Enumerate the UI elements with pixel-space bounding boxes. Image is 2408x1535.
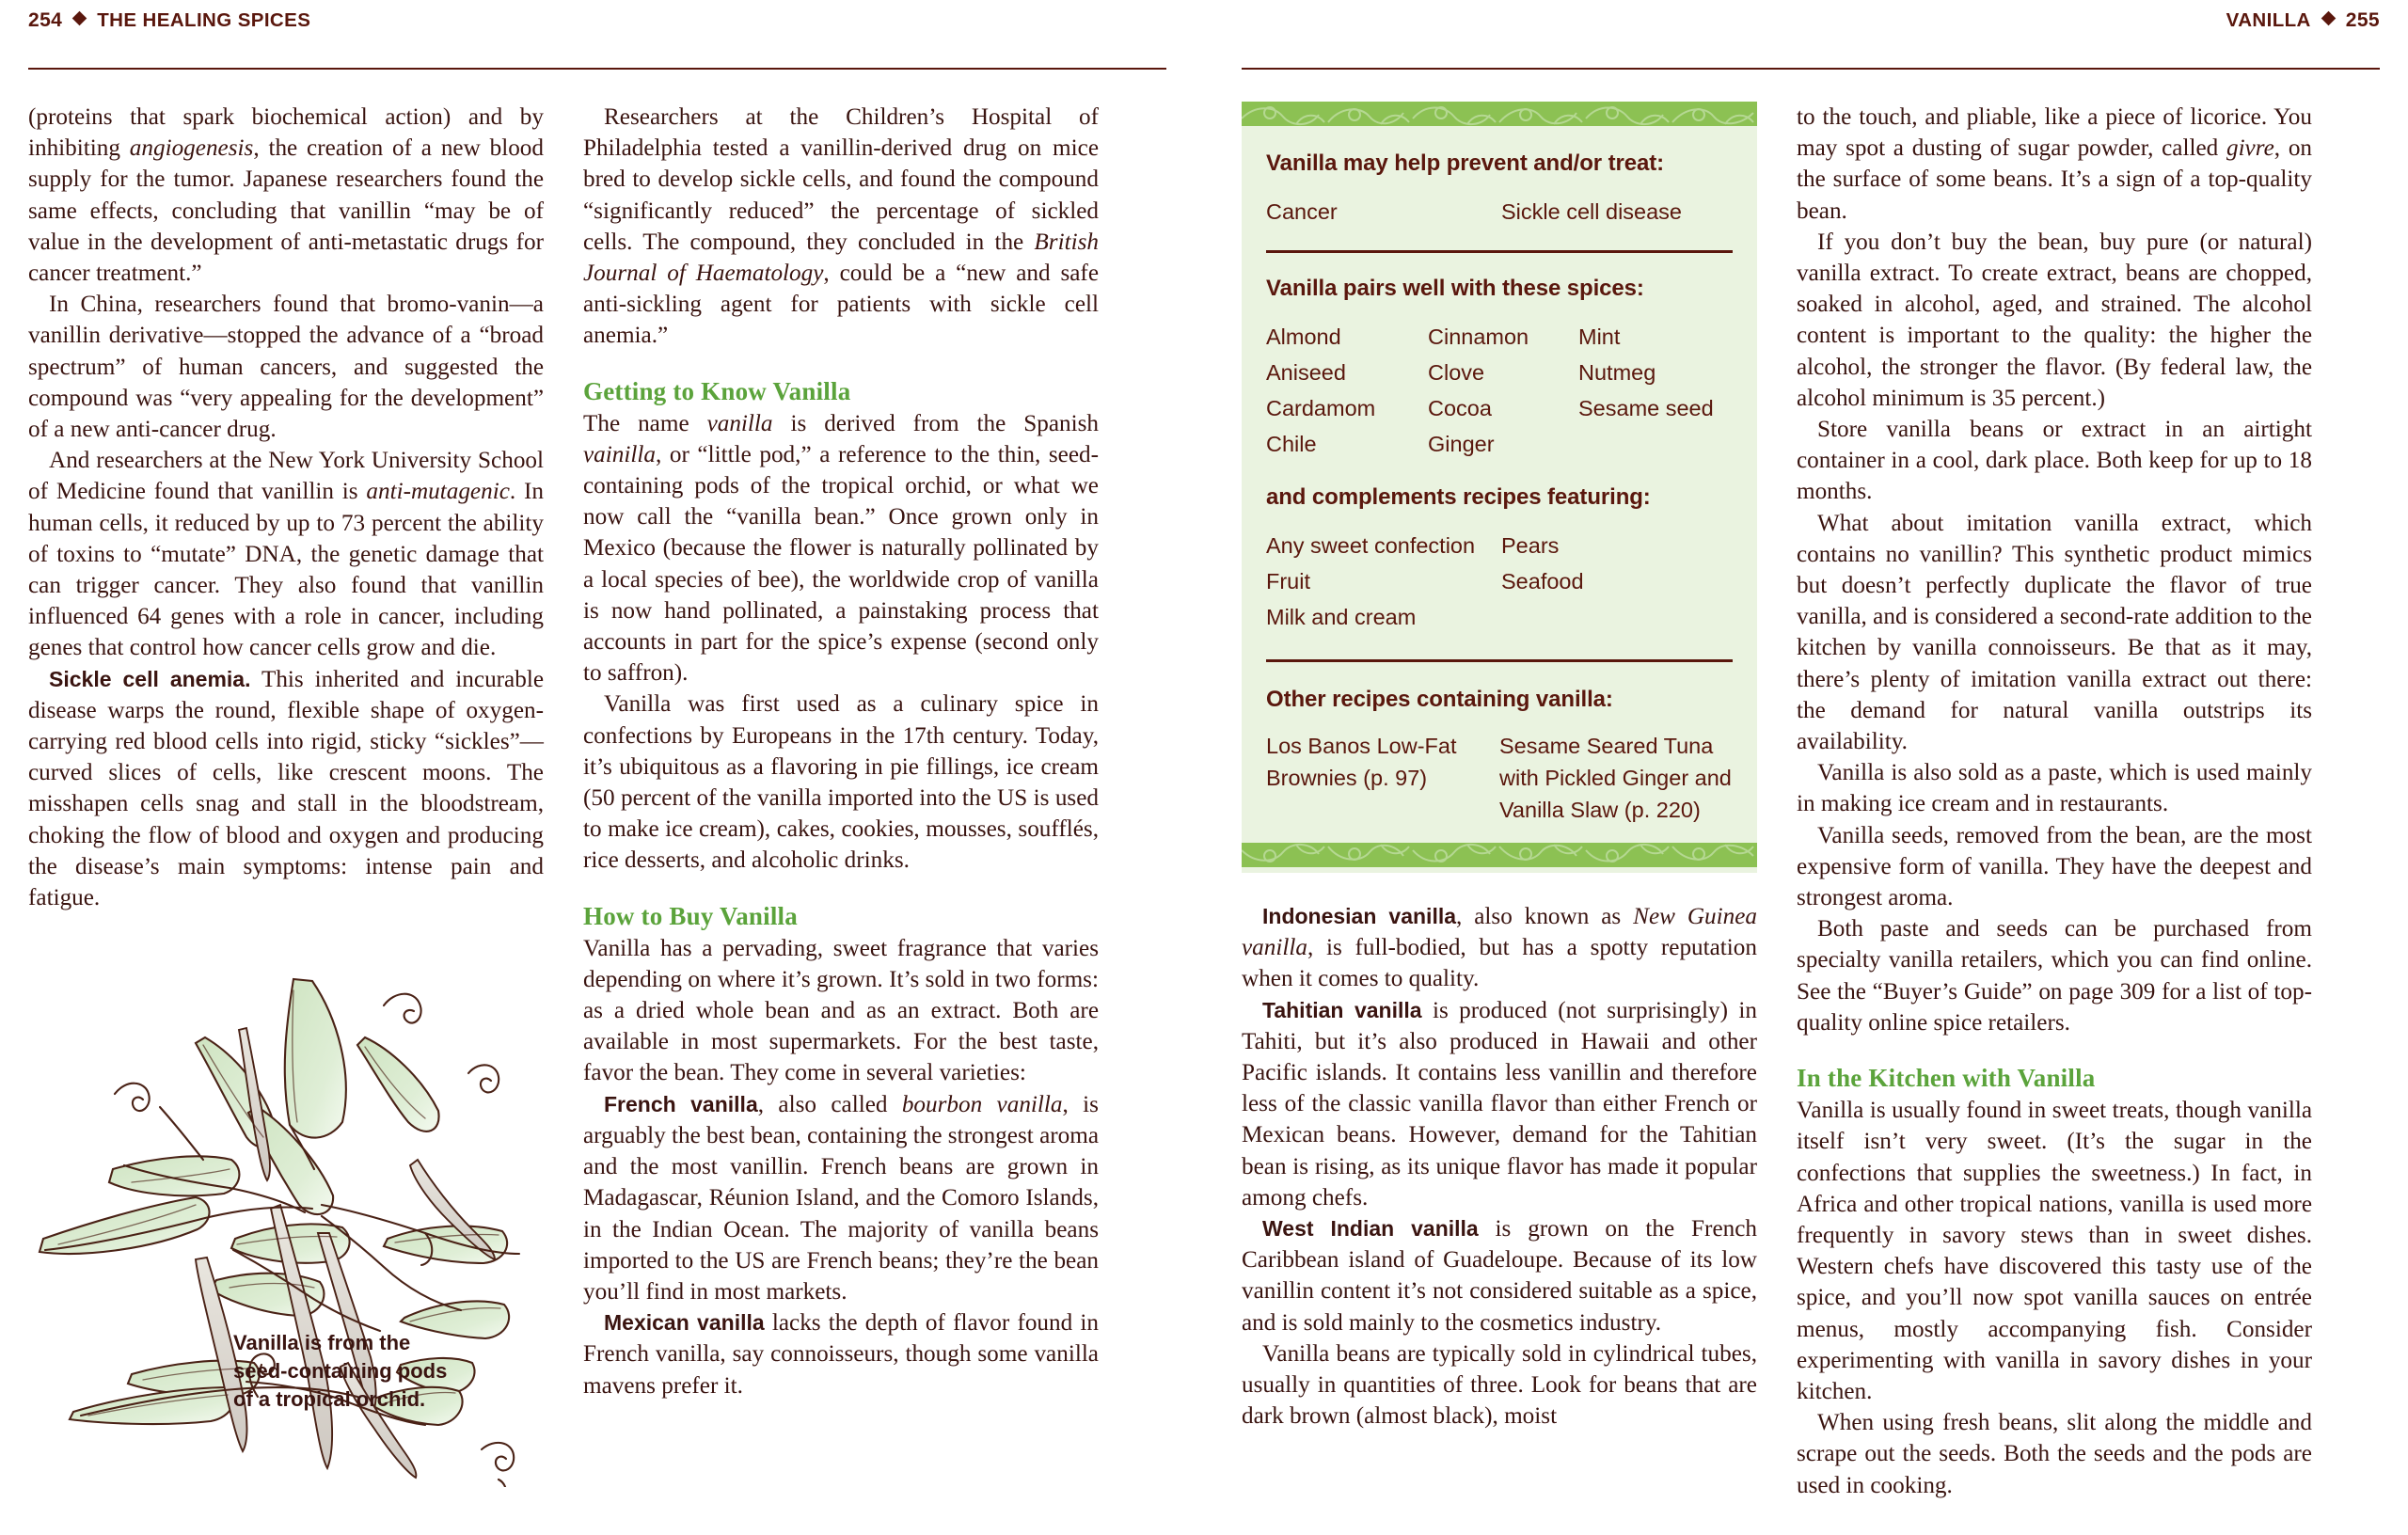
paragraph: to the touch, and pliable, like a piece of licorice. You may spot a dusting of sugar powder, called givre, on the surface of some beans. It’s a sign of a top-quality bean. bbox=[1797, 104, 2313, 224]
prevent-list bbox=[1266, 194, 1733, 229]
paragraph-text: lacks the depth of flavor found in French vanilla, say connoisseurs, though some vanilla mavens prefer it. bbox=[583, 1310, 1099, 1399]
run-in-head: Sickle cell anemia. bbox=[49, 666, 251, 691]
complements-list bbox=[1266, 528, 1733, 635]
list-item: Sesame seed bbox=[1578, 396, 1714, 420]
fact-box-heading-pairs: Vanilla pairs well with these spices: bbox=[1266, 276, 1644, 301]
right-column-2 bbox=[1797, 102, 2312, 1501]
paragraph: Vanilla seeds, removed from the bean, are the most expensive form of vanilla. They have the deepest and strongest aroma. bbox=[1797, 822, 2312, 911]
right-page bbox=[1204, 0, 2408, 1535]
illustration-caption: Vanilla is from the seed-containing pods of a tropical orchid. bbox=[233, 1331, 448, 1412]
list-row bbox=[1266, 390, 1733, 426]
list-row bbox=[1266, 528, 1733, 563]
list-item: Cardamom bbox=[1266, 396, 1376, 420]
diamond-icon bbox=[2321, 11, 2336, 26]
fact-box-heading-complements: and complements recipes featuring: bbox=[1266, 484, 1651, 510]
list-row bbox=[1266, 599, 1733, 635]
recipes-list bbox=[1266, 730, 1733, 826]
running-head-right bbox=[1242, 0, 2380, 68]
run-in-head: Tahitian vanilla bbox=[1262, 997, 1422, 1022]
paragraph: The name vanilla is derived from the Spanish vainilla, or “little pod,” a reference to the thin, seed-containing pods of the tropical orchid, or what we now call the “vanilla bean.” Once grown only in Mexico (because the flower is naturally pollinated by a local species of bee), the worldwide crop of vanilla is now hand pollinated, a painstaking process that accounts in part for the spice’s expense (second only to saffron). bbox=[583, 410, 1099, 687]
header-rule-right bbox=[1242, 68, 2380, 70]
paragraph: Vanilla is also sold as a paste, which is used mainly in making ice cream and in restaurants. bbox=[1797, 760, 2312, 817]
run-in-head: French vanilla bbox=[604, 1091, 758, 1116]
list-item: Cancer bbox=[1266, 199, 1338, 224]
list-item: Cocoa bbox=[1428, 396, 1492, 420]
paragraph-tahitian-vanilla bbox=[1242, 995, 1757, 1213]
recipe-item[interactable]: Sesame Seared Tuna with Pickled Ginger and Vanilla Slaw (p. 220) bbox=[1499, 734, 1732, 822]
list-item: Any sweet confection bbox=[1266, 533, 1476, 558]
list-item: Ginger bbox=[1428, 432, 1495, 456]
paragraph-french-vanilla bbox=[583, 1089, 1099, 1307]
diamond-icon bbox=[72, 11, 87, 26]
list-row bbox=[1266, 355, 1733, 390]
paragraph-mexican-vanilla bbox=[583, 1307, 1099, 1401]
book-title: THE HEALING SPICES bbox=[97, 9, 311, 31]
paragraph: In China, researchers found that bromo-vanin—a vanillin derivative—stopped the advance of a “broad spectrum” of human cancers, and suggested the compound was “very appealing for the development” of a new anti-cancer drug. bbox=[28, 292, 544, 443]
right-columns bbox=[1242, 102, 2380, 1501]
left-column-1 bbox=[28, 102, 544, 1478]
run-in-head: Mexican vanilla bbox=[604, 1310, 765, 1336]
paragraph-indonesian-vanilla bbox=[1242, 901, 1757, 995]
list-row bbox=[1266, 194, 1733, 229]
run-in-head: Indonesian vanilla bbox=[1262, 904, 1457, 928]
list-row bbox=[1266, 319, 1733, 355]
header-rule-left bbox=[28, 68, 1166, 70]
list-item: Sickle cell disease bbox=[1501, 199, 1683, 224]
right-column-1 bbox=[1242, 102, 1757, 1501]
paragraph: Vanilla beans are typically sold in cylindrical tubes, usually in quantities of three. Look for beans that are dark brown (almost black), moist bbox=[1242, 1340, 1757, 1430]
run-in-head: West Indian vanilla bbox=[1262, 1216, 1479, 1242]
list-item bbox=[1578, 426, 1729, 462]
list-item: Milk and cream bbox=[1266, 605, 1417, 629]
list-row bbox=[1266, 563, 1733, 599]
recipe-item[interactable]: Los Banos Low-Fat Brownies (p. 97) bbox=[1266, 734, 1457, 790]
divider bbox=[1266, 250, 1733, 253]
section-heading-in-the-kitchen-with-vanilla: In the Kitchen with Vanilla bbox=[1797, 1064, 2096, 1093]
paragraph-text: is grown on the French Caribbean island of Guadeloupe. Because of its low vanillin content it’s not considered suitable as a spice, and is sold mainly to the cosmetics industry. bbox=[1242, 1216, 1757, 1336]
page-number-right: 255 bbox=[2345, 9, 2380, 31]
decorative-band-bottom bbox=[1242, 843, 1757, 867]
paragraph: And researchers at the New York University School of Medicine found that vanillin is anti-mutagenic. In human cells, it reduced by up to 73 percent the ability of toxins to “mutate” DNA, the genetic damage that can trigger cancer. They also found that vanillin influenced 64 genes with a role in cancer, including genes that control how cancer cells grow and die. bbox=[28, 448, 545, 661]
running-head-left bbox=[28, 0, 1166, 68]
list-item: Mint bbox=[1578, 324, 1621, 349]
vanilla-fact-box bbox=[1242, 102, 1757, 873]
fact-box-content bbox=[1242, 126, 1757, 843]
paragraph: Researchers at the Children’s Hospital of Philadelphia tested a vanillin-derived drug on mice bred to develop sickle cells, and found the compound “significantly reduced” the percentage of sickled cells. The compound, they concluded in the British Journal of Haematology, could be a “new and safe anti-sickling agent for patients with sickle cell anemia.” bbox=[583, 104, 1099, 349]
paragraph: If you don’t buy the bean, buy pure (or natural) vanilla extract. To create extract, beans are chopped, soaked in alcohol, aged, and strained. The alcohol content is important to the quality: the higher the alcohol, the stronger the flavor. (By federal law, the alcohol minimum is 35 percent.) bbox=[1797, 229, 2312, 411]
list-item: Clove bbox=[1428, 360, 1485, 385]
paragraph-text: , also called bourbon vanilla, is arguably the best bean, containing the strongest aroma and the most vanillin. French beans are grown in Madagascar, Réunion Island, and the Comoro Islands, in the Indian Ocean. The majority of vanilla beans imported to the US are French beans; they’re the bean you’ll find in most markets. bbox=[583, 1091, 1099, 1305]
list-item: Fruit bbox=[1266, 569, 1310, 593]
list-item: Nutmeg bbox=[1578, 360, 1656, 385]
vanilla-orchid-plant-illustration bbox=[28, 923, 544, 1478]
list-item: Cinnamon bbox=[1428, 324, 1529, 349]
list-item: Chile bbox=[1266, 432, 1317, 456]
paragraph-west-indian-vanilla bbox=[1242, 1213, 1757, 1338]
paragraph: When using fresh beans, slit along the middle and scrape out the seeds. Both the seeds and the pods are used in cooking. bbox=[1797, 1410, 2312, 1498]
paragraph-text: This inherited and incurable disease warps the round, flexible shape of oxygen-carrying red blood cells into rigid, sticky “sickles”—curved slices of cells, like crescent moons. The misshapen cells snag and stall in the bloodstream, choking the flow of blood and oxygen and producing the disease’s main symptoms: intense pain and fatigue. bbox=[28, 666, 544, 911]
paragraph-sickle-cell-anemia bbox=[28, 664, 544, 914]
paragraph: Vanilla is usually found in sweet treats, though vanilla itself isn’t very sweet. (It’s the sugar in the confections that supplies the sweetness.) In fact, in Africa and other tropical nations, vanilla is used more frequently in savory stews than in sweet dishes. Western chefs have discovered this tasty use of the spice, and you’ll now spot vanilla sauces on entrée menus, mostly accompanying fish. Consider experimenting with vanilla in savory dishes in your kitchen. bbox=[1797, 1098, 2312, 1404]
fact-box-heading-prevent: Vanilla may help prevent and/or treat: bbox=[1266, 150, 1664, 176]
divider bbox=[1266, 659, 1733, 662]
paragraph: Vanilla was first used as a culinary spice in confections by Europeans in the 17th century. Today, it’s ubiquitous as a flavoring in pie fillings, ice cream (50 percent of the vanilla imported into the US is used to make ice cream), cakes, cookies, mousses, soufflés, rice desserts, and alcoholic drinks. bbox=[583, 691, 1099, 874]
list-item: Almond bbox=[1266, 324, 1341, 349]
paragraph: Both paste and seeds can be purchased from specialty vanilla retailers, which you can find online. See the “Buyer’s Guide” on page 309 for a list of top-quality online spice retailers. bbox=[1797, 916, 2312, 1036]
paragraph: (proteins that spark biochemical action) and by inhibiting angiogenesis, the creation of a new blood supply for the tumor. Japanese researchers found the same effects, concluding that vanillin “may be of value in the development of anti-metastatic drugs for cancer treatment.” bbox=[28, 104, 544, 287]
left-columns bbox=[28, 102, 1166, 1478]
section-heading-getting-to-know-vanilla: Getting to Know Vanilla bbox=[583, 376, 851, 405]
paragraph: What about imitation vanilla extract, which contains no vanillin? This synthetic product mimics but doesn’t perfectly duplicate the flavor of true vanilla, and is considered a second-rate addition to the kitchen by vanilla connoisseurs. Be that as it may, there’s plenty of imitation vanilla extract out there: the demand for natural vanilla outstrips its availability. bbox=[1797, 510, 2312, 755]
paragraph: Vanilla has a pervading, sweet fragrance that varies depending on where it’s grown. It’s sold in two forms: as a dried whole bean and as an extract. Both are available in most supermarkets. For the best taste, favor the bean. They come in several varieties: bbox=[583, 935, 1099, 1086]
decorative-band-top bbox=[1242, 102, 1757, 126]
chapter-title: VANILLA bbox=[2226, 9, 2311, 31]
left-column-2 bbox=[583, 102, 1099, 1478]
page-number-left: 254 bbox=[28, 9, 63, 31]
list-item: Pears bbox=[1501, 533, 1560, 558]
list-item: Aniseed bbox=[1266, 360, 1346, 385]
paragraph-text: , also known as New Guinea vanilla, is full-bodied, but has a spotty reputation when it comes to quality. bbox=[1242, 904, 1757, 992]
paragraph-text: is produced (not surprisingly) in Tahiti, but it’s also produced in Hawaii and other Pacific islands. It contains less vanillin and therefore less of the classic vanilla flavor than either French or Mexican beans. However, demand for the Tahitian bean is rising, as its unique flavor has made it popular among chefs. bbox=[1242, 997, 1757, 1211]
list-item: Seafood bbox=[1501, 569, 1584, 593]
paragraph: Store vanilla beans or extract in an airtight container in a cool, dark place. Both keep for up to 18 months. bbox=[1797, 417, 2312, 505]
list-row bbox=[1266, 426, 1733, 462]
section-heading-how-to-buy-vanilla: How to Buy Vanilla bbox=[583, 901, 798, 930]
fact-box-heading-other-recipes: Other recipes containing vanilla: bbox=[1266, 687, 1613, 712]
pairs-list bbox=[1266, 319, 1733, 462]
